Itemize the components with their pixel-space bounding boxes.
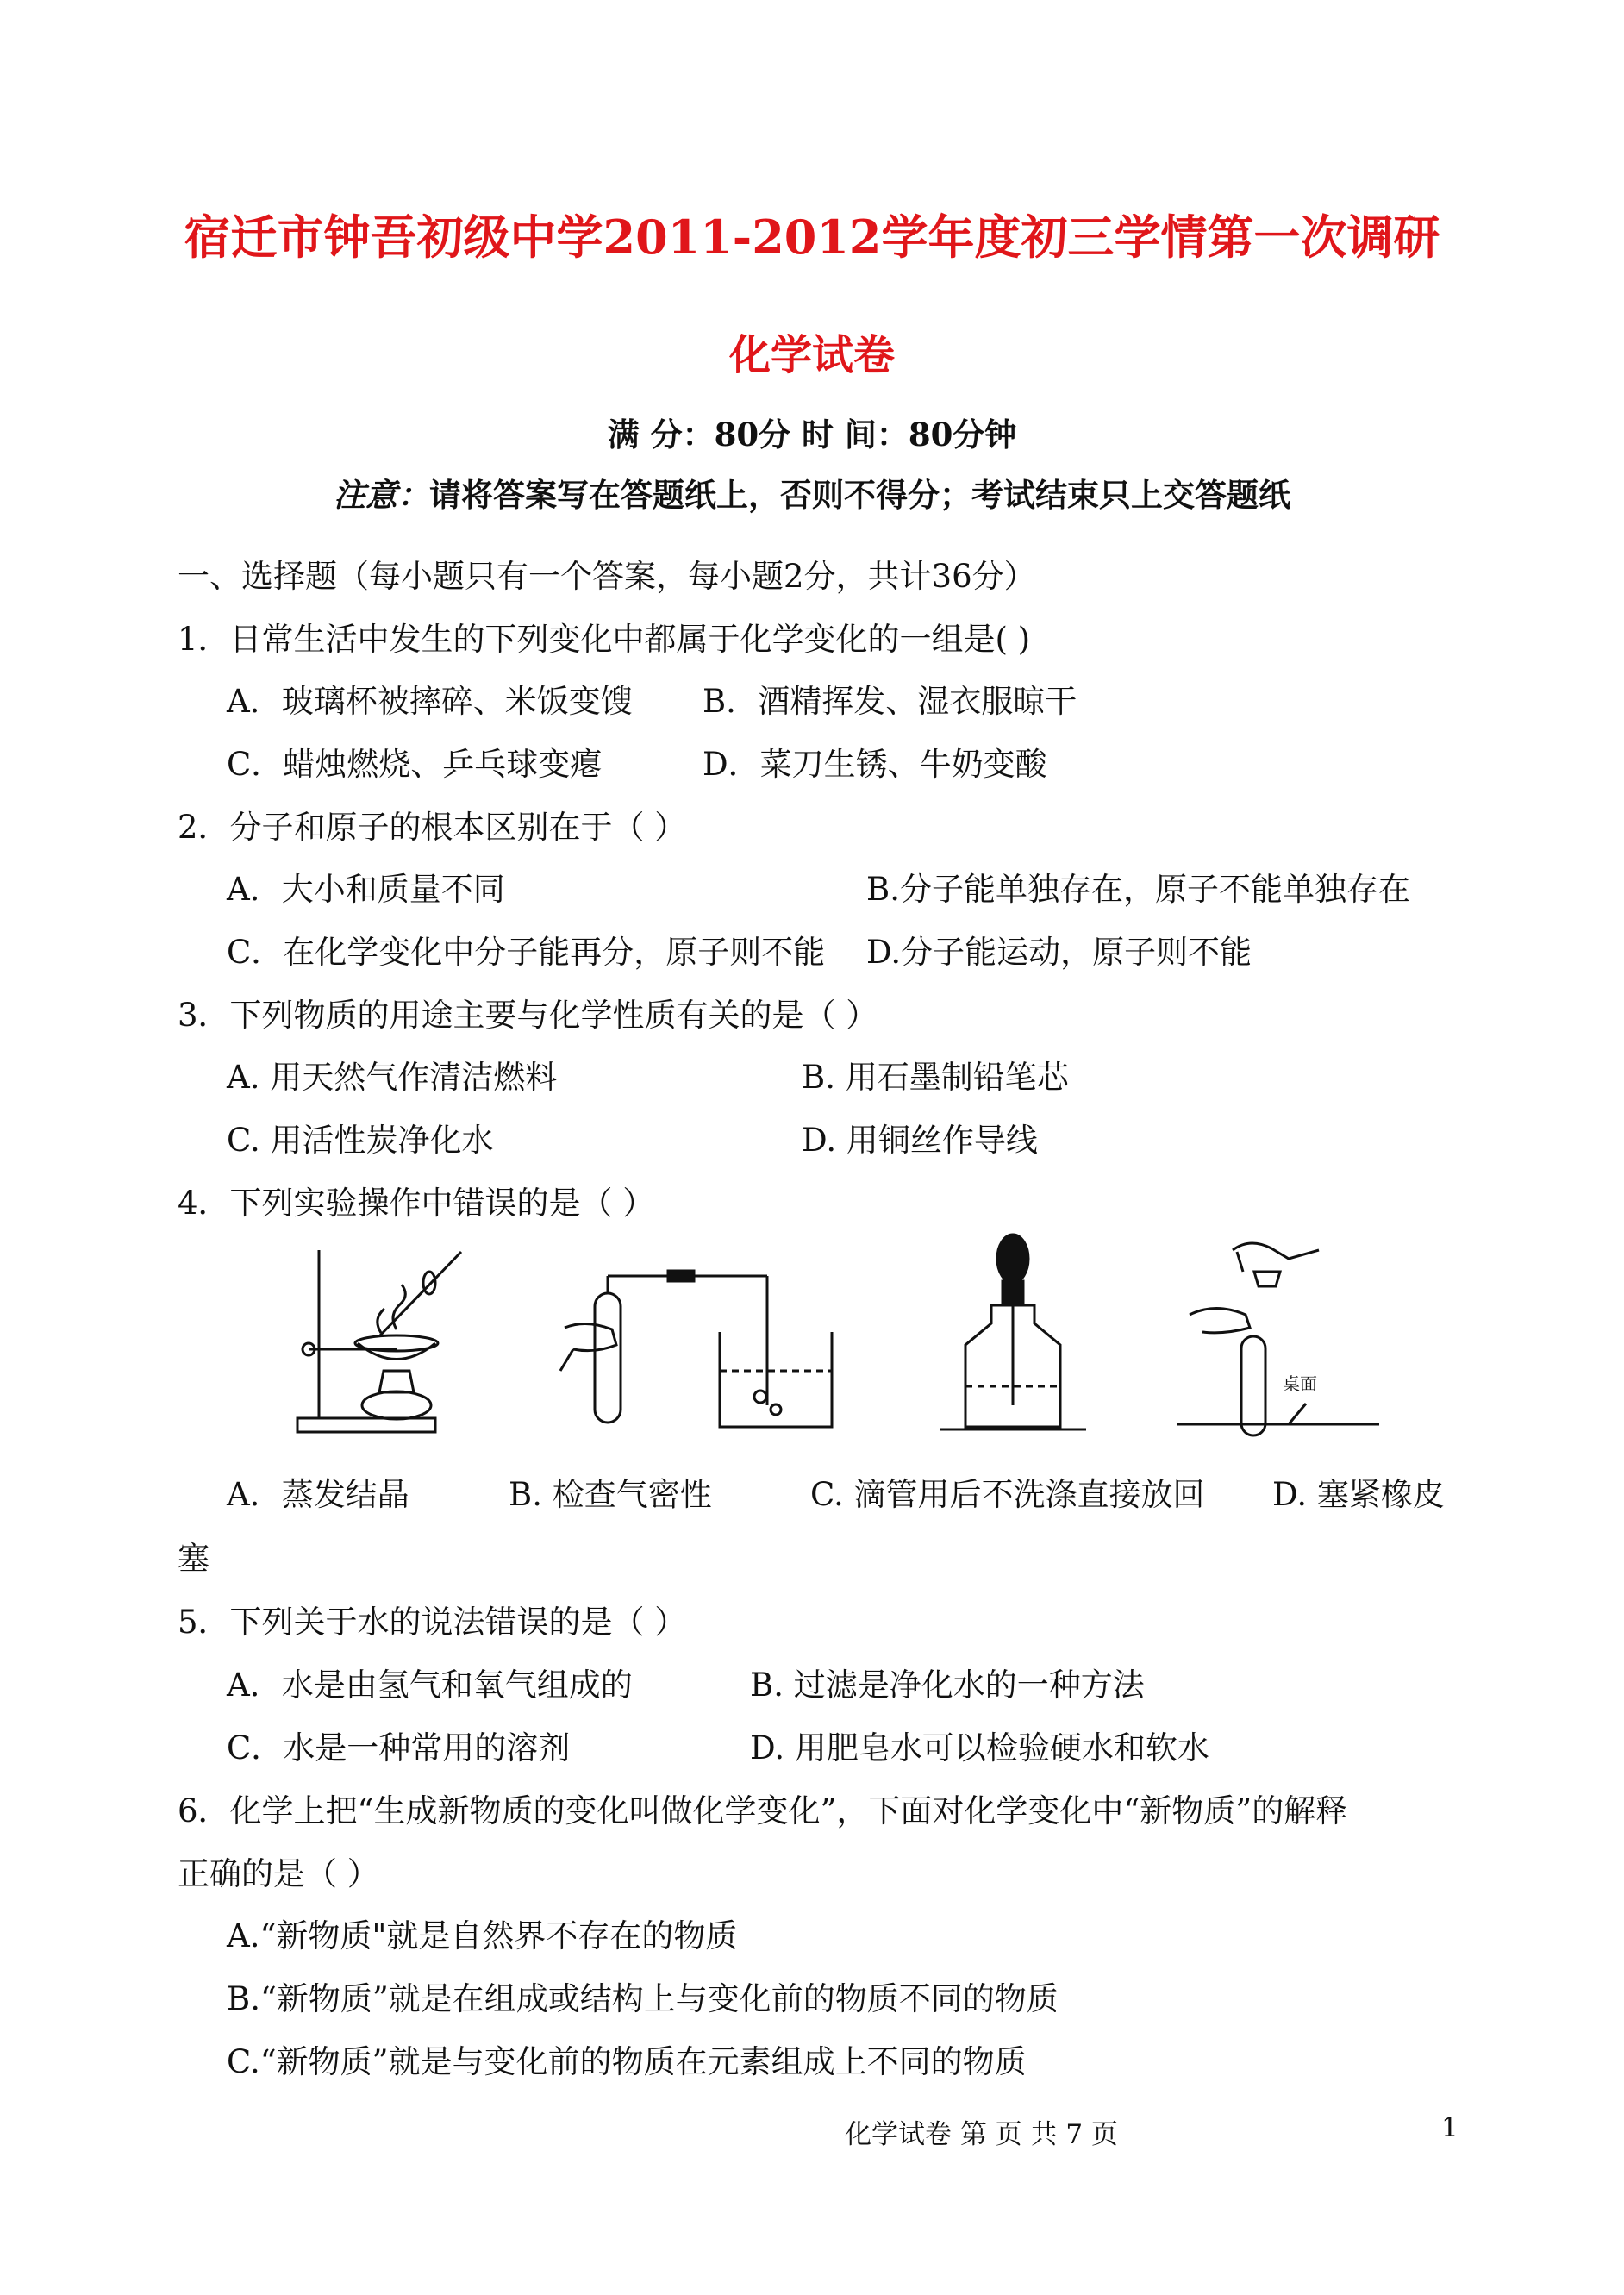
- question-3-option-c: C. 用活性炭净化水: [227, 1122, 494, 1159]
- table-label: 桌面: [1283, 1375, 1317, 1394]
- question-3-option-d: D. 用铜丝作导线: [802, 1122, 1038, 1159]
- question-3-stem: 3．下列物质的用途主要与化学性质有关的是（ ）: [178, 997, 878, 1034]
- question-4-option-b: B. 检查气密性: [509, 1476, 712, 1513]
- page-number: 1: [1441, 2112, 1458, 2143]
- question-1-option-d: D．菜刀生锈、牛奶变酸: [703, 746, 1047, 783]
- exam-notice: [0, 474, 1624, 516]
- question-3-option-a: A. 用天然气作清洁燃料: [227, 1059, 558, 1096]
- question-1-stem: 1．日常生活中发生的下列变化中都属于化学变化的一组是( ): [178, 621, 1031, 658]
- question-2-option-b: B.分子能单独存在，原子不能单独存在: [866, 871, 1410, 908]
- question-6-option-c: C.“新物质”就是与变化前的物质在元素组成上不同的物质: [227, 2043, 1027, 2080]
- question-4-option-c: C. 滴管用后不洗涤直接放回: [810, 1476, 1205, 1513]
- question-6-option-b: B.“新物质”就是在组成或结构上与变化前的物质不同的物质: [227, 1980, 1059, 2017]
- exam-title: 宿迁市钟吾初级中学2011-2012学年度初三学情第一次调研: [184, 209, 1440, 265]
- footer-text: 化学试卷 第 页 共 7 页: [845, 2119, 1118, 2150]
- question-4-option-d: D. 塞紧橡皮: [1272, 1476, 1445, 1513]
- question-2-option-c: C．在化学变化中分子能再分，原子则不能: [227, 934, 826, 971]
- stopper-tube-apparatus: [1177, 1243, 1379, 1435]
- airtightness-apparatus: [560, 1271, 832, 1427]
- experiment-illustrations: [233, 1233, 1388, 1448]
- question-1-option-c: C．蜡烛燃烧、乒乓球变瘪: [227, 746, 603, 783]
- exam-subtitle: 化学试卷: [728, 331, 895, 379]
- question-3-option-b: B. 用石墨制铅笔芯: [802, 1059, 1069, 1096]
- question-5-stem: 5．下列关于水的说法错误的是（ ）: [178, 1604, 687, 1641]
- section-heading: 一、选择题（每小题只有一个答案，每小题2分，共计36分）: [178, 558, 1036, 595]
- question-5-option-a: A．水是由氢气和氧气组成的: [227, 1667, 633, 1704]
- dropper-bottle: [940, 1235, 1086, 1429]
- notice-label: 注意：: [334, 476, 429, 514]
- notice-text: 请将答案写在答题纸上，否则不得分；考试结束只上交答题纸: [429, 476, 1290, 514]
- question-2-stem: 2．分子和原子的根本区别在于（ ）: [178, 809, 687, 846]
- question-5-option-b: B. 过滤是净化水的一种方法: [750, 1667, 1145, 1704]
- question-2-option-d: D.分子能运动，原子则不能: [866, 934, 1252, 971]
- question-5-option-c: C．水是一种常用的溶剂: [227, 1729, 571, 1767]
- question-2-option-a: A．大小和质量不同: [227, 871, 505, 908]
- question-1-option-a: A．玻璃杯被摔碎、米饭变馊: [227, 683, 633, 720]
- question-4-option-d-continued: 塞: [178, 1540, 209, 1577]
- question-6-option-a: A.“新物质"就是自然界不存在的物质: [227, 1917, 738, 1954]
- question-5-option-d: D. 用肥皂水可以检验硬水和软水: [750, 1729, 1209, 1767]
- question-4-option-a: A．蒸发结晶: [227, 1476, 409, 1513]
- question-6-stem-line1: 6．化学上把“生成新物质的变化叫做化学变化”，下面对化学变化中“新物质”的解释: [178, 1792, 1348, 1829]
- question-6-stem-line2: 正确的是（ ）: [178, 1855, 379, 1892]
- question-1-option-b: B．酒精挥发、湿衣服晾干: [703, 683, 1077, 720]
- evaporation-apparatus: [297, 1250, 461, 1432]
- exam-meta: 满 分：80分 时 间：80分钟: [607, 416, 1017, 453]
- question-4-stem: 4．下列实验操作中错误的是（ ）: [178, 1185, 655, 1222]
